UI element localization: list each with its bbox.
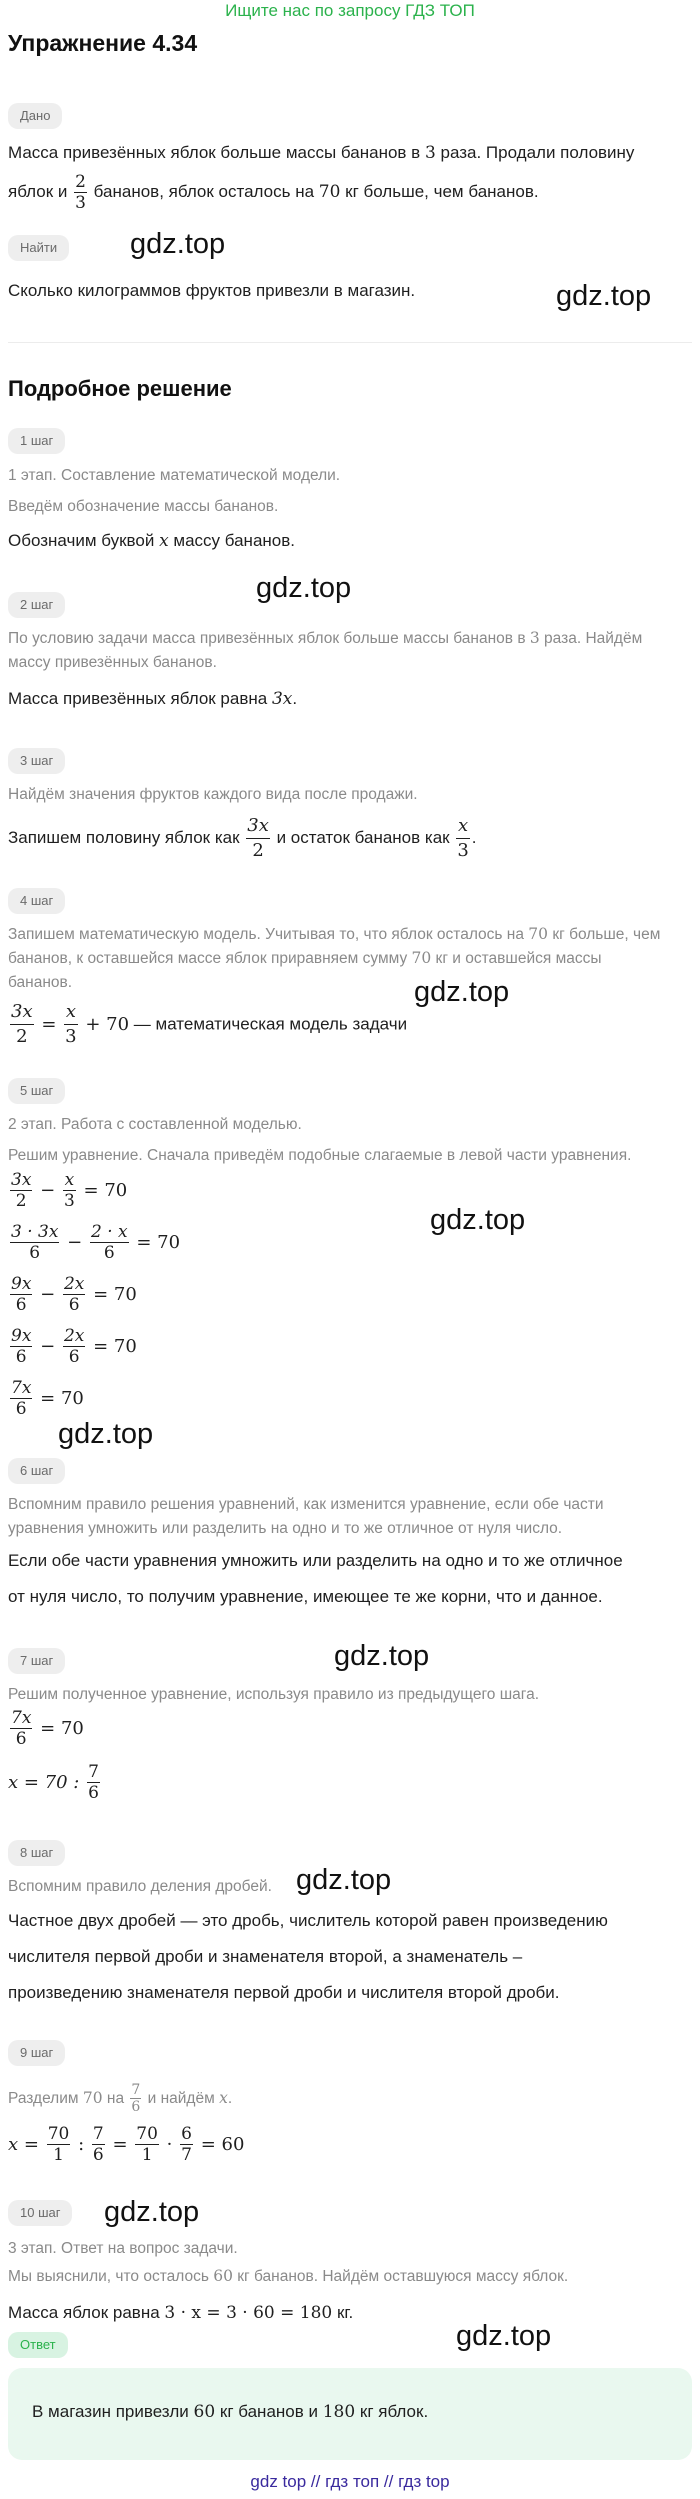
watermark: gdz.top [256,572,352,604]
step8-text-2: числителя первой дроби и знаменателя второй, а знаменатель – [8,1947,523,1966]
step7-eq-line-1: $\frac{7x}{6}$ = 70 [11,1708,84,1749]
step-chip-7: 7 шаг [8,1648,65,1674]
watermark: gdz.top [130,228,226,260]
watermark: gdz.top [296,1864,392,1896]
step5-eq-line-5: $\frac{7x}{6}$ = 70 [11,1378,84,1419]
watermark: gdz.top [414,976,510,1008]
step2-text: Масса привезённых яблок равна 3x. [8,689,298,709]
search-banner: Ищите нас по запросу ГДЗ ТОП [225,1,475,20]
step-chip-6: 6 шаг [8,1458,65,1484]
step2-given-2: массу привезённых бананов. [8,654,217,671]
watermark: gdz.top [456,2320,552,2352]
step1-text: Обозначим буквой x массу бананов. [8,531,296,551]
solution-title: Подробное решение [8,376,232,401]
watermark: gdz.top [556,280,652,312]
step4-model-equation: $\frac{3x}{2}$ = $\frac{x}{3}$ + 70 — математическая модель задачи [11,1001,408,1047]
step5-eq-line-4: $\frac{9x}{6}$ − $\frac{2x}{6}$ = 70 [11,1326,137,1367]
step-chip-3: 3 шаг [8,748,65,774]
step7-given: Решим полученное уравнение, используя правило из предыдущего шага. [8,1686,540,1703]
step10-stage: 3 этап. Ответ на вопрос задачи. [8,2240,238,2257]
step7-eq-line-2: x = 70 : $\frac{7}{6}$ [8,1762,99,1803]
step1-stage: 1 этап. Составление математической модели. [8,467,341,484]
page-title: Упражнение 4.34 [8,30,198,56]
watermark: gdz.top [104,2196,200,2228]
step9-given: Разделим 70 на $\frac{7}{6}$ и найдём x. [8,2082,233,2116]
answer-text: В магазин привезли 60 кг бананов и 180 кг яблок. [32,2402,429,2422]
step6-text-2: от нуля число, то получим уравнение, имеющее те же корни, что и данное. [8,1587,603,1606]
footer-links[interactable]: gdz top // гдз топ // гдз top [250,2472,450,2491]
step-chip-5: 5 шаг [8,1078,65,1104]
step5-eq-line-1: $\frac{3x}{2}$ − $\frac{x}{3}$ = 70 [11,1170,128,1211]
step4-given-2: бананов, к оставшейся массе яблок приравняем сумму 70 кг и оставшейся массы [8,949,602,967]
step8-text-3: произведению знаменателя первой дроби и числителя второй дроби. [8,1983,560,2002]
given-line-2: яблок и $\frac{2}{3}$ бананов, яблок осталось на 70 кг больше, чем бананов. [8,172,539,213]
step10-given: Мы выяснили, что осталось 60 кг бананов. Найдём оставшуюся массу яблок. [8,2267,569,2285]
watermark: gdz.top [58,1418,154,1450]
step3-text: Запишем половину яблок как $\frac{3x}{2}$ и остаток бананов как $\frac{x}{3}$ . [8,815,477,861]
step-chip-1: 1 шаг [8,428,65,454]
find-chip: Найти [8,235,69,261]
step4-given-1: Запишем математическую модель. Учитывая то, что яблок осталось на 70 кг больше, чем [8,925,661,943]
step8-text-1: Частное двух дробей — это дробь, числитель которой равен произведению [8,1911,608,1930]
step4-given-3: бананов. [8,974,73,991]
step10-text: Масса яблок равна 3 · x = 3 · 60 = 180 кг. [8,2303,354,2323]
step1-intro: Введём обозначение массы бананов. [8,498,279,515]
answer-box [8,2368,692,2460]
step3-given: Найдём значения фруктов каждого вида после продажи. [8,786,418,803]
step6-given-2: уравнения умножить или разделить на одно и то же отличное от нуля число. [8,1520,563,1537]
step-chip-8: 8 шаг [8,1840,65,1866]
step-chip-9: 9 шаг [8,2040,65,2066]
answer-chip: Ответ [8,2332,68,2358]
step2-given-1: По условию задачи масса привезённых яблок больше массы бананов в 3 раза. Найдём [8,629,643,647]
step5-eq-line-3: $\frac{9x}{6}$ − $\frac{2x}{6}$ = 70 [11,1274,137,1315]
step5-stage: 2 этап. Работа с составленной моделью. [8,1116,302,1133]
step-chip-2: 2 шаг [8,592,65,618]
step5-eq-line-2: $\frac{3 \cdot 3x}{6}$ − $\frac{2 \cdot x}{6}$ = 70 [11,1222,181,1263]
given-chip: Дано [8,103,62,129]
step8-given: Вспомним правило деления дробей. [8,1878,272,1895]
step6-text-1: Если обе части уравнения умножить или разделить на одно и то же отличное [8,1551,623,1570]
step9-equation: x = $\frac{70}{1}$ : $\frac{7}{6}$ = $\frac{70}{1}$ · $\frac{6}{7}$ = 60 [8,2124,245,2165]
step6-given-1: Вспомним правило решения уравнений, как изменится уравнение, если обе части [8,1496,604,1513]
step-chip-10: 10 шаг [8,2200,72,2226]
divider [8,342,692,343]
step-chip-4: 4 шаг [8,888,65,914]
watermark: gdz.top [430,1204,526,1236]
given-line-1: Масса привезённых яблок больше массы бананов в 3 раза. Продали половину [8,143,635,163]
step5-given: Решим уравнение. Сначала приведём подобные слагаемые в левой части уравнения. [8,1147,632,1164]
watermark: gdz.top [334,1640,430,1672]
find-text: Сколько килограммов фруктов привезли в магазин. [8,281,416,300]
